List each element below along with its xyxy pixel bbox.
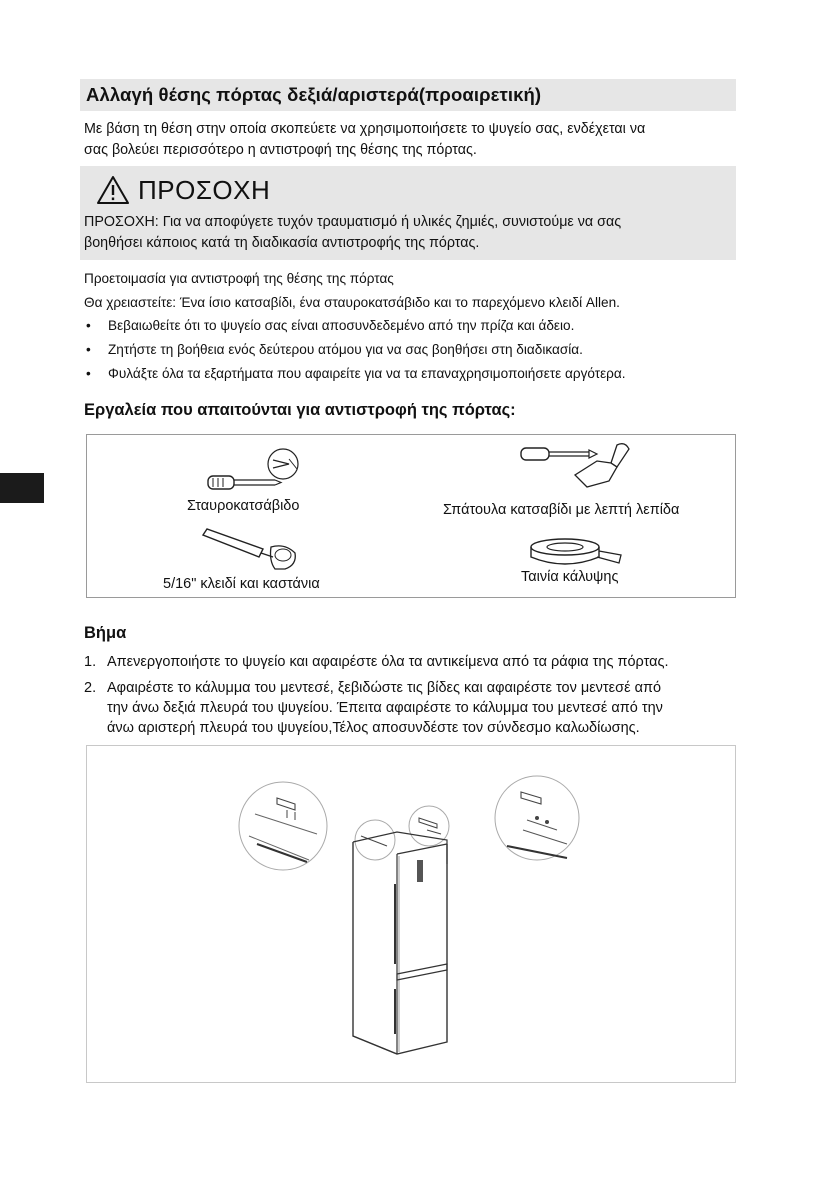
fridge-hinge-removal-illustration [237,774,587,1074]
list-item: • Ζητήστε τη βοήθεια ενός δεύτερου ατόμου για να σας βοηθήσει στη διαδικασία. [84,342,626,366]
caution-heading-text: ΠΡΟΣΟΧΗ [138,174,271,205]
step-1 [84,652,734,672]
tool-label-phillips: Σταυροκατσάβιδο [187,498,300,514]
section-title-bar [80,79,736,111]
step-line: Απενεργοποιήστε το ψυγείο και αφαιρέστε όλα τα αντικείμενα από τα ράφια της πόρτας. [107,654,669,670]
list-item: • Βεβαιωθείτε ότι το ψυγείο σας είναι αποσυνδεδεμένο από την πρίζα και άδειο. [84,318,626,342]
preparation-bullets [84,318,626,390]
tools-title: Εργαλεία που απαιτούνται για αντιστροφή της πόρτας: [84,401,516,419]
tools-needed-text: Θα χρειαστείτε: Ένα ίσιο κατσαβίδι, ένα σταυροκατσάβιδο και το παρεχόμενο κλειδί Allen. [84,295,620,310]
caution-box [80,166,736,260]
tool-label-putty-knife: Σπάτουλα κατσαβίδι με λεπτή λεπίδα [443,502,680,518]
caution-heading [96,172,270,208]
step-line: άνω αριστερή πλευρά του ψυγείου,Τέλος αποσυνδέστε τον σύνδεσμο καλωδίωσης. [107,720,640,736]
intro-paragraph [84,119,734,161]
caution-line: βοηθήσει κάποιος κατά τη διαδικασία αντιστροφής της πόρτας. [84,235,480,251]
page-side-tab [0,473,44,503]
putty-knife-screwdriver-icon [517,439,637,499]
tool-label-socket-wrench: 5/16" κλειδί και καστάνια [163,576,320,592]
step-line: Αφαιρέστε το κάλυμμα του μεντεσέ, ξεβιδώστε τις βίδες και αφαιρέστε τον μεντεσέ από [107,680,662,696]
phillips-screwdriver-icon [203,447,303,497]
step-number: 2. [84,680,97,696]
section-title: Αλλαγή θέσης πόρτας δεξιά/αριστερά(προαιρετική) [86,84,542,105]
step-line: την άνω δεξιά πλευρά του ψυγείου. Έπειτα αφαιρέστε το κάλυμμα του μεντεσέ από την [107,700,663,716]
intro-line: σας βολεύει περισσότερο η αντιστροφή της θέσης της πόρτας. [84,142,477,158]
intro-line: Με βάση τη θέση στην οποία σκοπεύετε να χρησιμοποιήσετε το ψυγείο σας, ενδέχεται να [84,121,646,137]
figure-box [86,745,736,1083]
caution-line: ΠΡΟΣΟΧΗ: Για να αποφύγετε τυχόν τραυματισμό ή υλικές ζημιές, συνιστούμε να σας [84,214,622,230]
step-number: 1. [84,654,97,670]
steps-list [84,652,734,744]
tools-box [86,434,736,598]
step-2 [84,678,734,738]
preparation-title: Προετοιμασία για αντιστροφή της θέσης της πόρτας [84,271,394,286]
tool-label-masking-tape: Ταινία κάλυψης [521,569,619,585]
warning-triangle-icon [96,175,130,205]
steps-title: Βήμα [84,624,127,642]
caution-text [84,212,724,254]
masking-tape-icon [527,535,627,569]
list-item: • Φυλάξτε όλα τα εξαρτήματα που αφαιρείτε για να τα επαναχρησιμοποιήσετε αργότερα. [84,366,626,390]
socket-wrench-icon [199,527,299,573]
